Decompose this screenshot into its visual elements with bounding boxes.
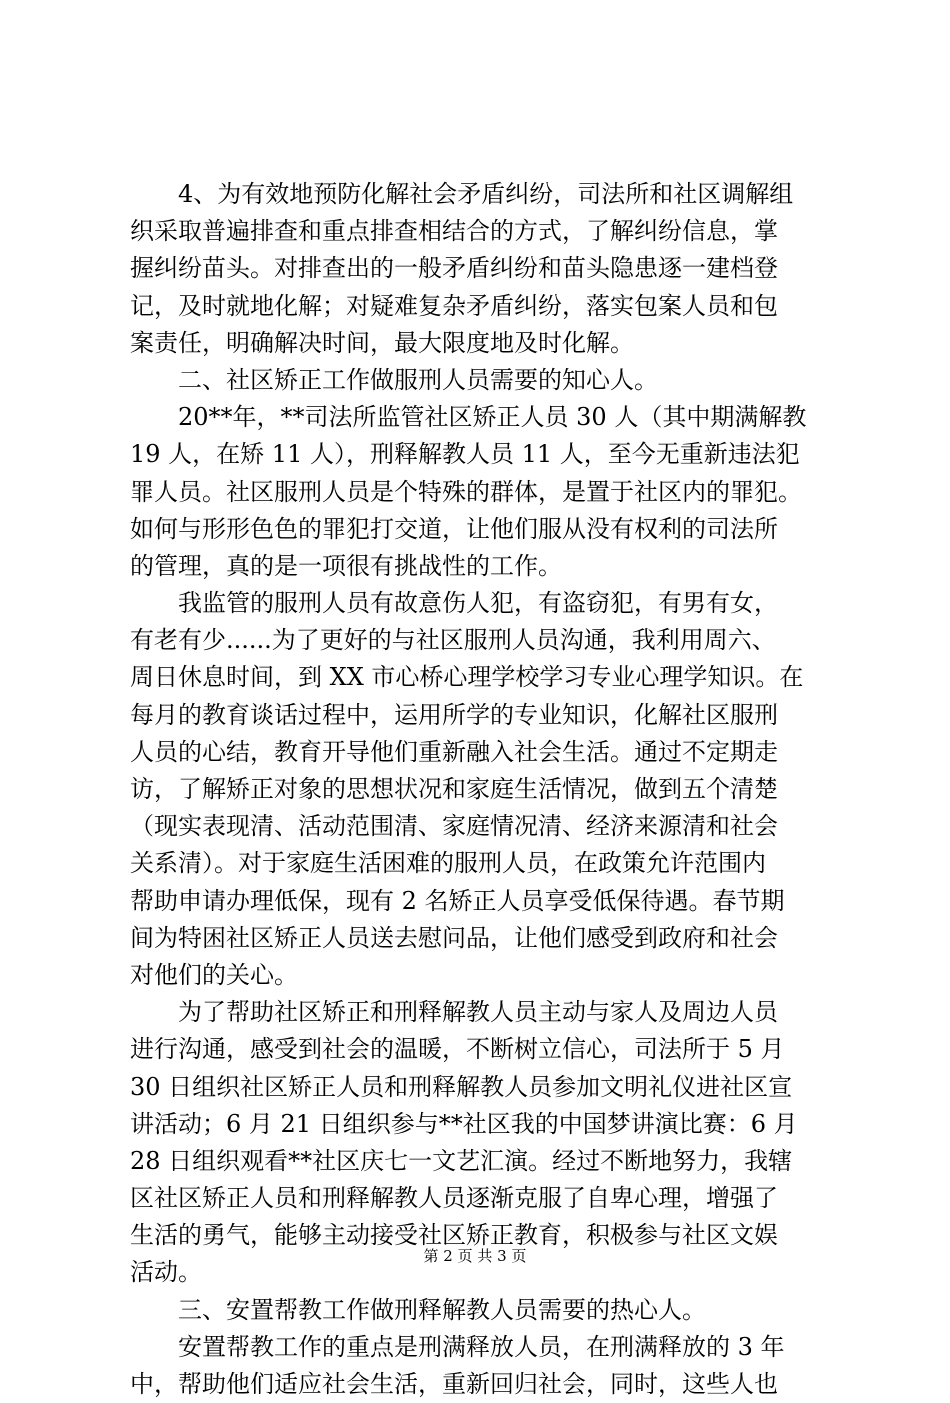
paragraph-line: 记，及时就地化解；对疑难复杂矛盾纠纷，落实包案人员和包 — [130, 291, 778, 320]
paragraph-line: 关系清）。对于家庭生活困难的服刑人员，在政策允许范围内 — [130, 849, 766, 878]
page-number-footer: 第 2 页 共 3 页 — [423, 1247, 527, 1265]
paragraph-line: 生活的勇气，能够主动接受社区矫正教育，积极参与社区文娱 — [130, 1221, 778, 1250]
paragraph-line: 每月的教育谈话过程中，运用所学的专业知识，化解社区服刑 — [130, 700, 778, 729]
paragraph-line: 中，帮助他们适应社会生活，重新回归社会，同时，这些人也 — [130, 1370, 778, 1398]
section-heading: 三、安置帮教工作做刑释解教人员需要的热心人。 — [178, 1295, 706, 1324]
paragraph-line: 我监管的服刑人员有故意伤人犯，有盗窃犯，有男有女， — [178, 589, 778, 618]
paragraph-line: 区社区矫正人员和刑释解教人员逐渐克服了自卑心理，增强了 — [130, 1184, 778, 1213]
paragraph-line: 帮助申请办理低保，现有 2 名矫正人员享受低保待遇。春节期 — [130, 886, 785, 915]
paragraph-line: 周日休息时间，到 XX 市心桥心理学校学习专业心理学知识。在 — [130, 663, 804, 692]
paragraph-line: 的管理，真的是一项很有挑战性的工作。 — [130, 551, 562, 580]
paragraph-line: 讲活动；6 月 21 日组织参与**社区我的中国梦讲演比赛：6 月 — [130, 1109, 798, 1138]
paragraph-line: 有老有少......为了更好的与社区服刑人员沟通，我利用周六、 — [130, 626, 776, 655]
paragraph-line: 间为特困社区矫正人员送去慰问品，让他们感受到政府和社会 — [130, 923, 778, 952]
paragraph-line: 案责任，明确解决时间，最大限度地及时化解。 — [130, 328, 634, 357]
paragraph-line: 30 日组织社区矫正人员和刑释解教人员参加文明礼仪进社区宣 — [130, 1072, 793, 1101]
section-heading: 二、社区矫正工作做服刑人员需要的知心人。 — [178, 365, 658, 394]
paragraph-line: 活动。 — [130, 1258, 202, 1287]
paragraph-line: 人员的心结，教育开导他们重新融入社会生活。通过不定期走 — [130, 737, 778, 766]
paragraph-line: （现实表现清、活动范围清、家庭情况清、经济来源清和社会 — [130, 812, 778, 841]
paragraph-line: 织采取普遍排查和重点排查相结合的方式，了解纠纷信息，掌 — [130, 217, 778, 246]
paragraph-line: 访，了解矫正对象的思想状况和家庭生活情况，做到五个清楚 — [130, 775, 778, 803]
paragraph-line: 为了帮助社区矫正和刑释解教人员主动与家人及周边人员 — [178, 998, 778, 1027]
paragraph-line: 握纠纷苗头。对排查出的一般矛盾纠纷和苗头隐患逐一建档登 — [130, 254, 778, 283]
paragraph-line: 28 日组织观看**社区庆七一文艺汇演。经过不断地努力，我辖 — [130, 1146, 793, 1175]
paragraph-line: 4、为有效地预防化解社会矛盾纠纷，司法所和社区调解组 — [178, 180, 794, 208]
document-body — [130, 176, 830, 1403]
paragraph-line: 19 人，在矫 11 人），刑释解教人员 11 人，至今无重新违法犯 — [130, 440, 800, 469]
paragraph-line: 20**年，**司法所监管社区矫正人员 30 人（其中期满解教 — [178, 403, 807, 432]
paragraph-line: 安置帮教工作的重点是刑满释放人员，在刑满释放的 3 年 — [178, 1332, 785, 1361]
paragraph-line: 罪人员。社区服刑人员是个特殊的群体，是置于社区内的罪犯。 — [130, 477, 802, 506]
paragraph-line: 进行沟通，感受到社会的温暖，不断树立信心，司法所于 5 月 — [130, 1035, 785, 1064]
paragraph-line: 如何与形形色色的罪犯打交道，让他们服从没有权利的司法所 — [130, 514, 778, 543]
paragraph-line: 对他们的关心。 — [130, 960, 298, 989]
